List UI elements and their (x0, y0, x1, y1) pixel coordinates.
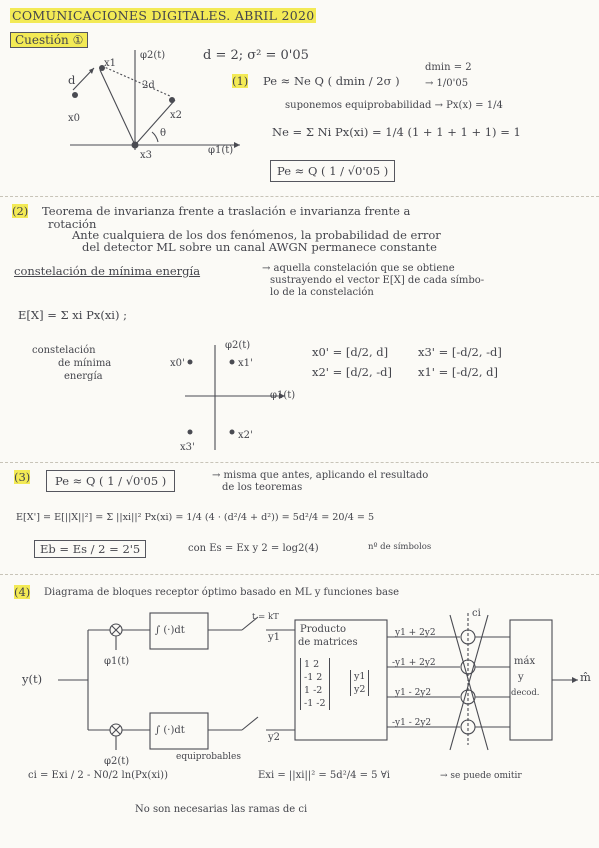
q2-line1: Teorema de invarianza frente a traslación e invarianza frente a (42, 204, 411, 218)
q4-output-1: y1 + 2y2 (395, 628, 436, 638)
q2-coords-a1: x0' = [d/2, d] (312, 345, 389, 359)
q2-def-term: constelación de mínima energía (14, 264, 201, 278)
q1-label-2d: 2d (142, 80, 155, 91)
q4-product-title1: Producto (300, 624, 347, 635)
q2-def-text3: lo de la constelación (270, 287, 374, 298)
q1-item-number: (1) (232, 74, 249, 88)
q4-output-4: -y1 - 2y2 (392, 718, 432, 728)
q3-eb-note2: nº de símbolos (368, 542, 432, 552)
q2-line3: Ante cualquiera de los dos fenómenos, la probabilidad de error (72, 228, 441, 242)
q2-ex-formula: E[X] = Σ xi Px(xi) ; (18, 308, 127, 322)
q4-phi1: φ1(t) (104, 656, 130, 667)
q3-ex-formula: E[X'] = E[||X||²] = Σ ||xi||² Px(xi) = 1/4 (4 · (d²/4 + d²)) = 5d²/4 = 20/4 = 5 (16, 512, 375, 523)
q2-label-x0: x0' (170, 358, 185, 369)
q4-input-label: y(t) (22, 672, 43, 686)
q2-line4: del detector ML sobre un canal AWGN permanece constante (82, 240, 437, 254)
q2-item-number: (2) (12, 204, 29, 218)
q2-axis-phi2: φ2(t) (225, 340, 251, 351)
q1-params: d = 2; σ² = 0'05 (203, 48, 309, 63)
page-title: COMUNICACIONES DIGITALES. ABRIL 2020 (12, 8, 315, 23)
q3-text2: de los teoremas (222, 482, 303, 493)
max-decoder-block (510, 620, 552, 740)
q1-axis-phi2: φ2(t) (140, 50, 166, 61)
point-x3 (132, 142, 139, 149)
q3-eb-formula: Eb = Es / 2 = 2'5 (34, 540, 146, 558)
q1-label-x2: x2 (170, 110, 183, 121)
q4-sample-label: t = kT (252, 612, 279, 622)
vector-entry: y1 (354, 671, 366, 682)
q4-max-label3: decod. (511, 688, 540, 698)
q1-label-x1: x1 (104, 58, 117, 69)
q4-exi-formula: Exi = ||xi||² = 5d²/4 = 5 ∀i (258, 770, 390, 781)
q4-vector (350, 670, 369, 696)
q4-ci-formula: ci = Exi / 2 - N0/2 ln(Px(xi)) (28, 770, 168, 781)
q1-label-x0: x0 (68, 113, 81, 124)
q4-y2: y2 (268, 732, 281, 743)
q4-max-label1: máx (514, 656, 536, 667)
q4-y1: y1 (268, 632, 281, 643)
q2-point-x2 (230, 430, 235, 435)
q4-max-label2: y (518, 672, 524, 683)
q1-axis-phi1: φ1(t) (208, 145, 234, 156)
q2-def-text1: → aquella constelación que se obtiene (262, 263, 455, 274)
q2-label-x3: x3' (180, 442, 195, 453)
vector-entry: y2 (354, 684, 366, 695)
q4-output-2: -y1 + 2y2 (392, 658, 436, 668)
q4-output-3: y1 - 2y2 (395, 688, 432, 698)
q1-label-x3: x3 (140, 150, 153, 161)
matrix-row: 1 2 (304, 659, 320, 670)
q4-equiprob: equiprobables (176, 752, 241, 762)
point-x2 (169, 97, 175, 103)
q2-note1: constelación (32, 345, 96, 356)
q2-point-x1 (230, 360, 235, 365)
q1-result: Pe ≈ Q ( 1 / √0'05 ) (270, 160, 395, 182)
q2-line2: rotación (48, 217, 97, 231)
q4-exi-note: → se puede omitir (440, 771, 522, 781)
q4-integrator2: ∫ (·)dt (155, 725, 185, 736)
q2-note2: de mínima (58, 358, 112, 369)
q2-def-text2: sustrayendo el vector E[X] de cada símbo- (270, 275, 485, 286)
q1-ne-formula: Ne = Σ Ni Px(xi) = 1/4 (1 + 1 + 1 + 1) = 1 (272, 125, 521, 139)
q2-label-x1: x1' (238, 358, 253, 369)
q1-dmin-note: dmin = 2 (425, 62, 472, 73)
q1-label-d: d (68, 73, 76, 87)
q2-axis-phi1: φ1(t) (270, 390, 296, 401)
q2-point-x3 (188, 430, 193, 435)
q2-coords-a2: x2' = [d/2, -d] (312, 365, 392, 379)
q2-point-x0 (188, 360, 193, 365)
question-label: Cuestión ① (10, 32, 88, 48)
adder-4 (461, 720, 475, 734)
q1-dmin-note2: → 1/0'05 (425, 78, 469, 89)
q1-label-theta: θ (160, 128, 167, 139)
matrix-row: -1 -2 (304, 698, 326, 709)
q2-note3: energía (64, 371, 103, 382)
q1-pe-formula: Pe ≈ Ne Q ( dmin / 2σ ) (263, 74, 400, 88)
q4-ci-label: ci (472, 608, 481, 619)
q3-item-number: (3) (14, 470, 31, 484)
q3-eb-note: con Es = Ex y 2 = log2(4) (188, 543, 319, 554)
q4-conclusion: No son necesarias las ramas de ci (135, 804, 308, 815)
q3-text1: → misma que antes, aplicando el resultado (212, 470, 429, 481)
q4-m-hat: m̂ (580, 670, 591, 684)
q4-title: Diagrama de bloques receptor óptimo basado en ML y funciones base (44, 587, 400, 598)
q2-label-x2: x2' (238, 430, 253, 441)
adder-1 (461, 630, 475, 644)
matrix-row: -1 2 (304, 672, 323, 683)
q4-product-title2: de matrices (298, 637, 358, 648)
q4-matrix (300, 658, 330, 710)
q1-equiprob: suponemos equiprobabilidad → Px(x) = 1/4 (285, 100, 503, 111)
point-x0 (72, 92, 78, 98)
q2-coords-b2: x1' = [-d/2, d] (418, 365, 498, 379)
q4-item-number: (4) (14, 585, 31, 599)
matrix-row: 1 -2 (304, 685, 323, 696)
q4-integrator1: ∫ (·)dt (155, 625, 185, 636)
q4-phi2: φ2(t) (104, 756, 130, 767)
q3-pe-box: Pe ≈ Q ( 1 / √0'05 ) (46, 470, 175, 492)
q2-coords-b1: x3' = [-d/2, -d] (418, 345, 502, 359)
